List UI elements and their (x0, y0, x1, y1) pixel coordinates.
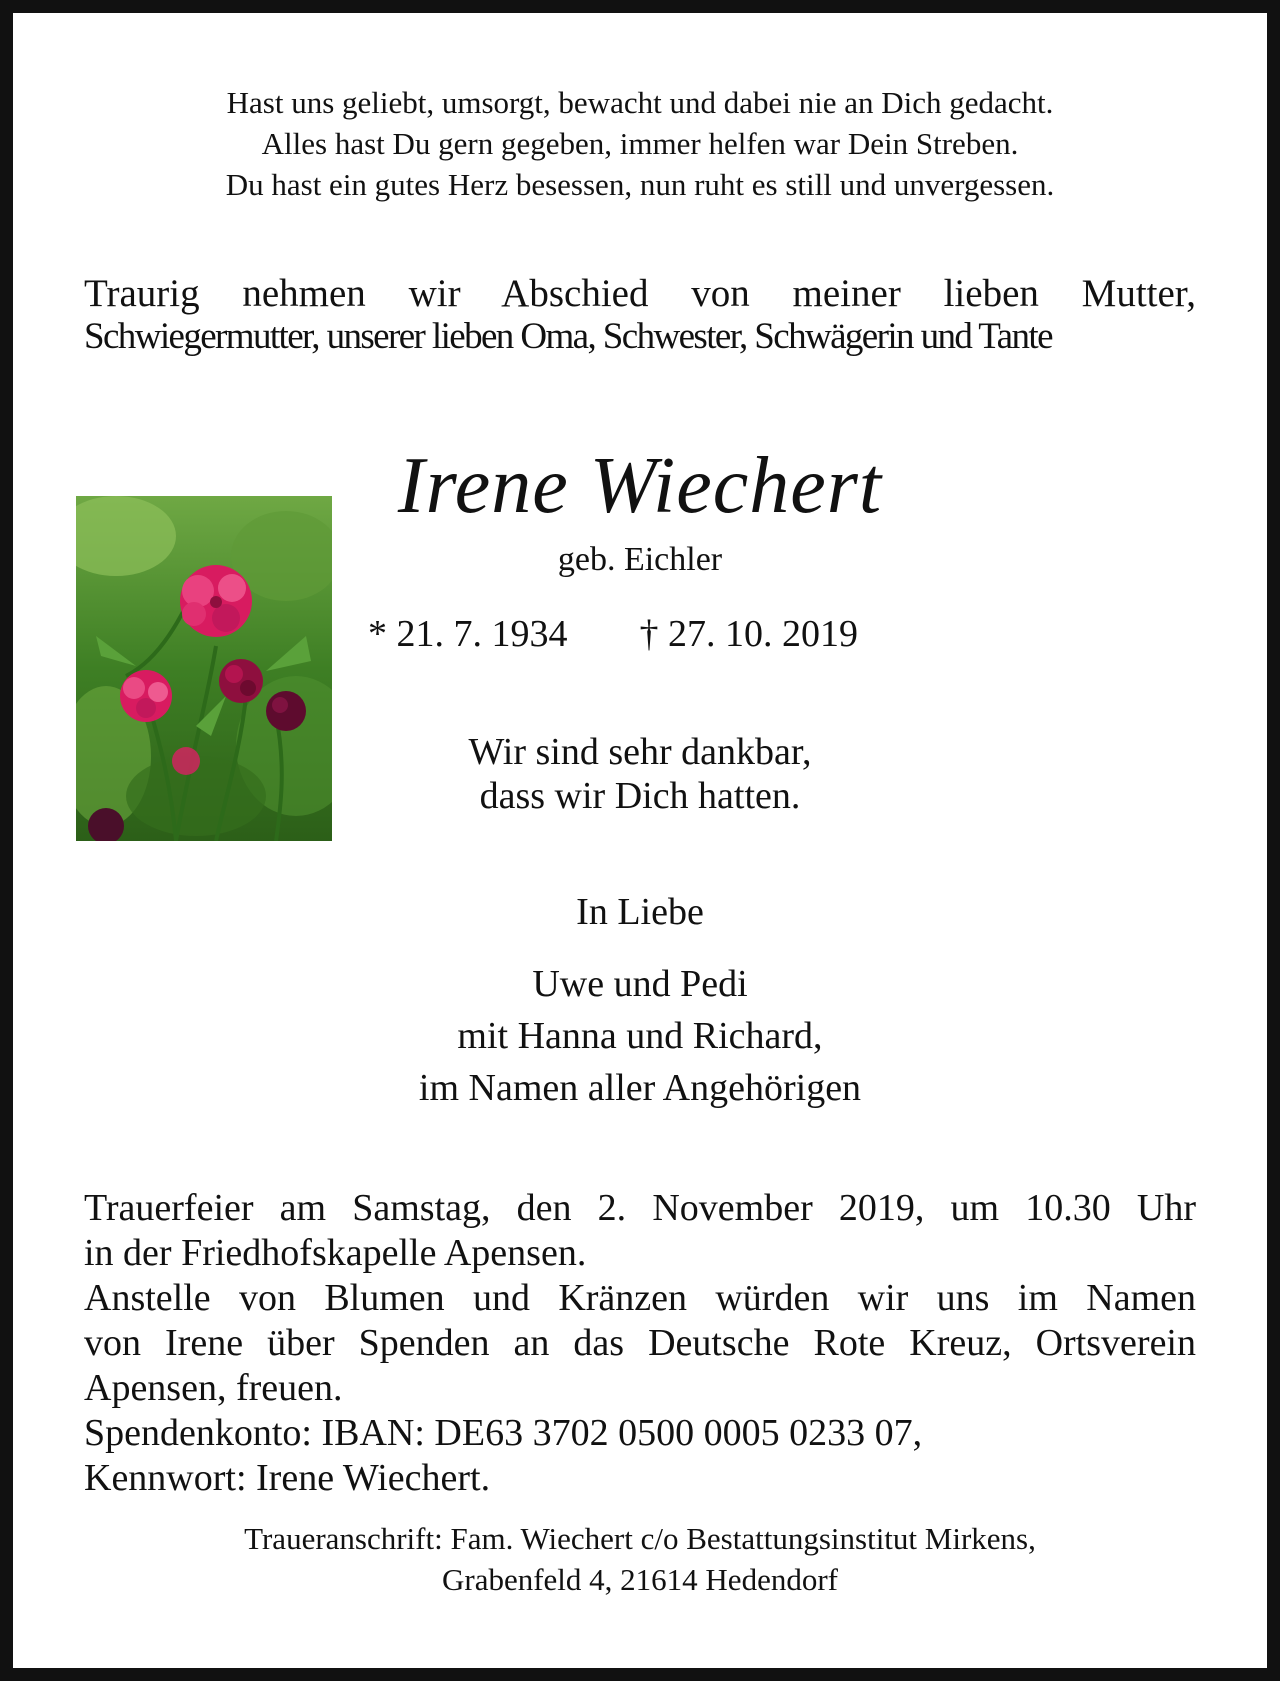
death-date: † 27. 10. 2019 (639, 613, 858, 655)
intro-line: Traurig nehmen wir Abschied von meiner lieben Mutter, (84, 272, 1196, 315)
donation-account: Spendenkonto: IBAN: DE63 3702 0500 0005 0233 07, (84, 1412, 923, 1454)
verse-line: Alles hast Du gern gegeben, immer helfen war Dein Streben. (261, 126, 1019, 161)
gratitude-line: dass wir Dich hatten. (479, 775, 801, 817)
closing-phrase: In Liebe (576, 891, 704, 933)
flower-photo (76, 496, 332, 841)
farewell-intro (84, 272, 1196, 358)
life-dates (368, 610, 858, 658)
mourners (360, 958, 920, 1114)
blossom-cluster (180, 565, 252, 637)
donation-keyword: Kennwort: Irene Wiechert. (84, 1457, 491, 1499)
service-line: Anstelle von Blumen und Kränzen würden wir uns im Namen (84, 1277, 1196, 1319)
service-line: von Irene über Spenden an das Deutsche Rote Kreuz, Ortsverein (84, 1322, 1196, 1364)
service-line: Trauerfeier am Samstag, den 2. November 2019, um 10.30 Uhr (84, 1187, 1196, 1229)
intro-line: Schwiegermutter, unserer lieben Oma, Schwester, Schwägerin und Tante (84, 316, 1052, 357)
mourning-address (0, 1518, 1280, 1600)
verse-line: Du hast ein gutes Herz besessen, nun ruht es still und unvergessen. (225, 167, 1055, 202)
deceased-name: Irene Wiechert (397, 442, 883, 530)
funeral-service-info (84, 1186, 1196, 1501)
gratitude-note (360, 730, 920, 818)
address-line: Traueranschrift: Fam. Wiechert c/o Bestattungsinstitut Mirkens, (244, 1521, 1036, 1556)
verse-line: Hast uns geliebt, umsorgt, bewacht und dabei nie an Dich gedacht. (226, 85, 1054, 120)
mourner-line: im Namen aller Angehörigen (418, 1067, 862, 1109)
birth-date: * 21. 7. 1934 (368, 613, 568, 655)
gratitude-line: Wir sind sehr dankbar, (468, 731, 812, 773)
memorial-verse (0, 82, 1280, 205)
service-line: Apensen, freuen. (84, 1367, 343, 1409)
service-line: in der Friedhofskapelle Apensen. (84, 1232, 587, 1274)
mourner-line: Uwe und Pedi (532, 963, 748, 1005)
mourner-line: mit Hanna und Richard, (457, 1015, 823, 1057)
address-line: Grabenfeld 4, 21614 Hedendorf (442, 1562, 838, 1597)
maiden-name: geb. Eichler (557, 541, 723, 578)
